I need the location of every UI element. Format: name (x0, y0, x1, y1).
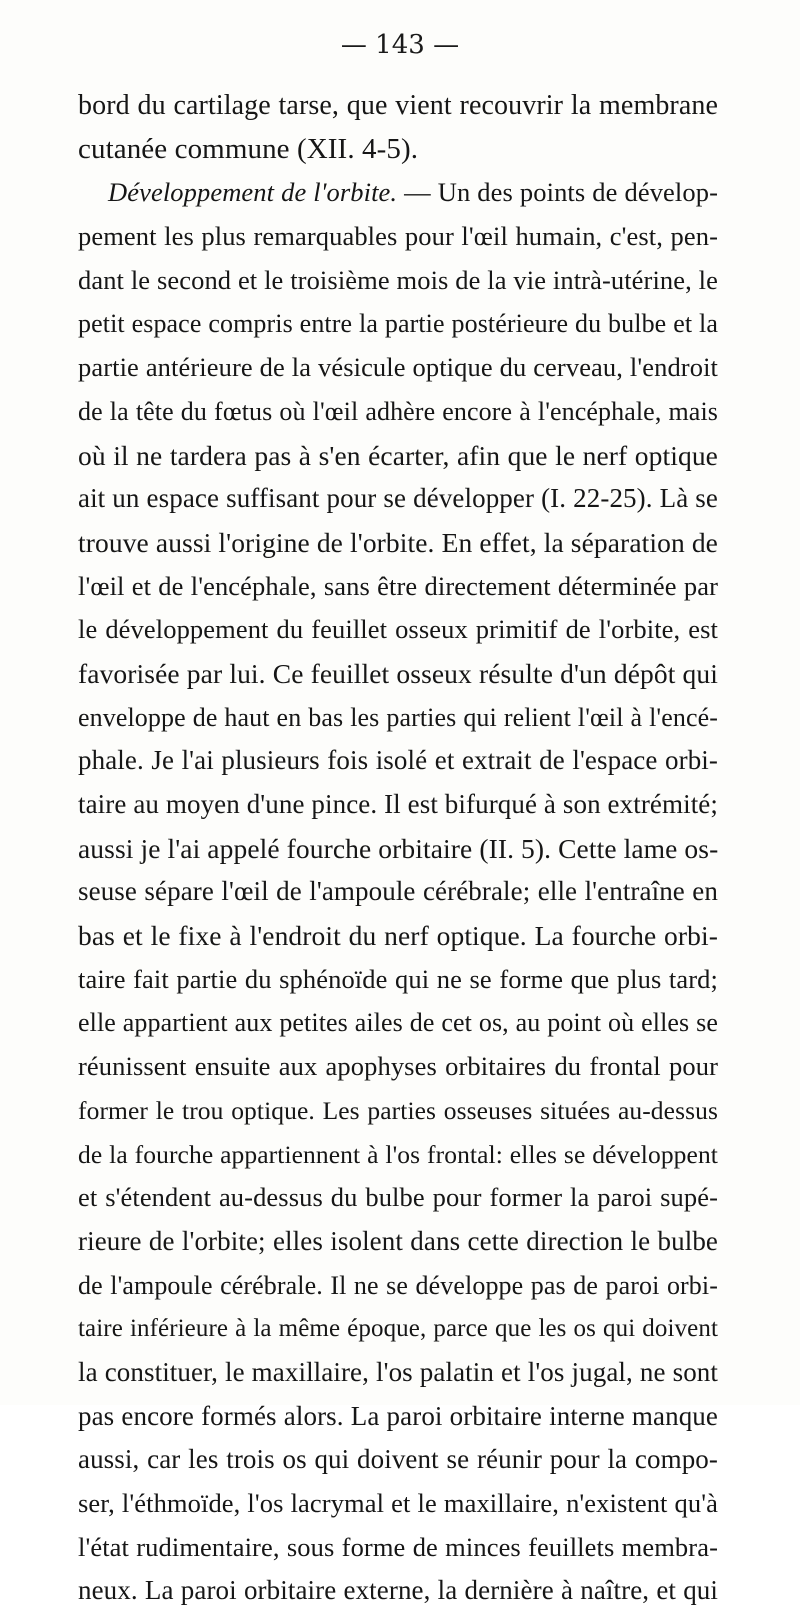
text-line: pement les plus remarquables pour l'œil humain, c'est, pen- (78, 221, 718, 252)
text-line: partie antérieure de la vésicule optique du cerveau, l'endroit (78, 352, 718, 383)
body-text (78, 84, 718, 1613)
text-line: taire fait partie du sphénoïde qui ne se forme que plus tard; (78, 963, 718, 994)
text-line: de l'ampoule cérébrale. Il ne se développe pas de paroi orbi- (78, 1270, 718, 1300)
text-line: former le trou optique. Les parties osseuses situées au-dessus (78, 1095, 718, 1125)
text-line: pas encore formés alors. La paroi orbitaire interne manque (78, 1400, 718, 1431)
text-line: cutanée commune (XII. 4-5). (78, 132, 419, 165)
text-line: le développement du feuillet osseux primitif de l'orbite, est (78, 614, 718, 645)
text-line: phale. Je l'ai plusieurs fois isolé et extrait de l'espace orbi- (78, 745, 718, 776)
text-line: la constituer, le maxillaire, l'os palatin et l'os jugal, ne sont (78, 1356, 718, 1387)
text-line: bas et le fixe à l'endroit du nerf optique. La fourche orbi- (78, 920, 718, 952)
text-line: favorisée par lui. Ce feuillet osseux résulte d'un dépôt qui (78, 657, 718, 689)
text-line: petit espace compris entre la partie postérieure du bulbe et la (78, 309, 718, 339)
text-line: taire au moyen d'une pince. Il est bifurqué à son extrémité; (78, 789, 718, 819)
page-number: — 143 — (340, 30, 460, 60)
text-line: réunissent ensuite aux apophyses orbitaires du frontal pour (78, 1051, 718, 1082)
text-line: enveloppe de haut en bas les parties qui relient l'œil à l'encé- (78, 702, 718, 732)
text-line: ait un espace suffisant pour se développer (I. 22-25). Là se (78, 483, 718, 514)
text-line: aussi je l'ai appelé fourche orbitaire (II. 5). Cette lame os- (78, 832, 719, 864)
text-line: de la tête du fœtus où l'œil adhère encore à l'encéphale, mais (78, 396, 718, 426)
text-line: aussi, car les trois os qui doivent se réunir pour la compo- (78, 1444, 718, 1475)
section-heading-line (78, 171, 718, 215)
text-line-segment: — Un des points de dévelop- (397, 177, 718, 208)
text-line: trouve aussi l'origine de l'orbite. En effet, la séparation de (78, 526, 718, 558)
text-line: où il ne tardera pas à s'en écarter, afin que le nerf optique (78, 439, 718, 471)
text-line: seuse sépare l'œil de l'ampoule cérébrale; elle l'entraîne en (78, 876, 718, 907)
text-line: et s'étendent au-dessus du bulbe pour former la paroi supé- (78, 1182, 718, 1213)
text-line: de la fourche appartiennent à l'os frontal: elles se développent (78, 1139, 718, 1169)
text-line: neux. La paroi orbitaire externe, la dernière à naître, et qui (78, 1575, 718, 1606)
text-line: dant le second et le troisième mois de la vie intrà-utérine, le (78, 264, 718, 295)
text-line: bord du cartilage tarse, que vient recouvrir la membrane (78, 90, 718, 121)
text-line: l'état rudimentaire, sous forme de minces feuillets membra- (78, 1531, 718, 1562)
text-line: taire inférieure à la même époque, parce que les os qui doivent (78, 1315, 718, 1343)
text-line: rieure de l'orbite; elles isolent dans cette direction le bulbe (78, 1225, 718, 1256)
text-line: elle appartient aux petites ailes de cet os, au point où elles se (78, 1008, 718, 1038)
text-line: ser, l'éthmoïde, l'os lacrymal et le maxillaire, n'existent qu'à (78, 1488, 718, 1518)
section-title: Développement de l'orbite. (108, 177, 398, 208)
text-line: l'œil et de l'encéphale, sans être directement déterminée par (78, 570, 718, 601)
